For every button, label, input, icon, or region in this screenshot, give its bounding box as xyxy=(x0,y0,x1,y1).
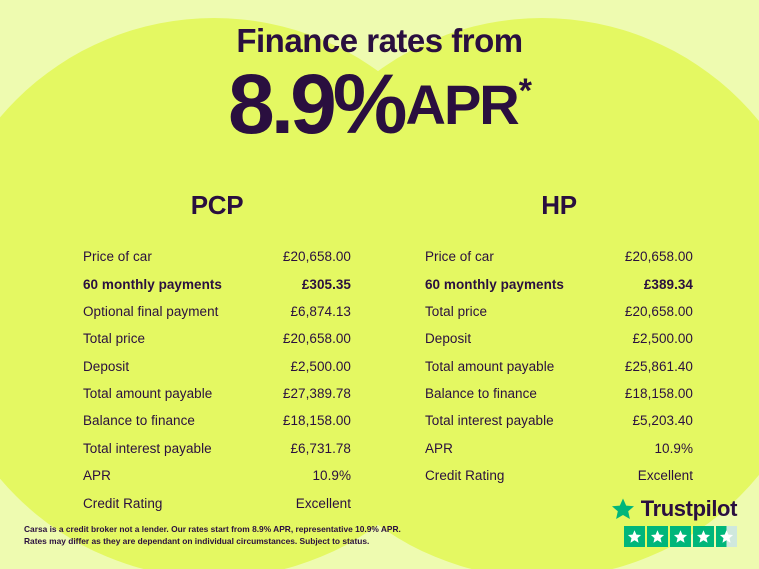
row-label: Total price xyxy=(425,303,488,319)
row-label: Balance to finance xyxy=(425,386,537,402)
row-value: £2,500.00 xyxy=(290,358,351,374)
star-icon xyxy=(670,526,691,547)
row-value: Excellent xyxy=(295,495,351,511)
rate-value: 8.9% xyxy=(228,57,404,151)
rate-unit: APR xyxy=(405,72,518,136)
table-row xyxy=(425,380,693,407)
row-label: Balance to finance xyxy=(83,413,195,429)
star-icon xyxy=(624,526,645,547)
trustpilot-wordmark: Trustpilot xyxy=(640,496,737,521)
legal-line-1: Carsa is a credit broker not a lender. Our rates start from 8.9% APR, representative 10.9% APR. xyxy=(24,523,401,534)
row-value: 10.9% xyxy=(654,440,693,456)
row-label: Credit Rating xyxy=(83,495,163,511)
table-row xyxy=(83,380,351,407)
row-label: Optional final payment xyxy=(83,303,219,319)
row-label: 60 monthly payments xyxy=(83,276,222,292)
row-value: £18,158.00 xyxy=(624,386,693,402)
table-row xyxy=(425,325,693,352)
star-icon xyxy=(647,526,668,547)
row-value: £27,389.78 xyxy=(282,386,351,402)
table-row xyxy=(425,270,693,297)
row-value: Excellent xyxy=(637,468,693,484)
row-label: Deposit xyxy=(83,358,130,374)
row-value: £6,874.13 xyxy=(290,303,351,319)
table-row xyxy=(425,298,693,325)
row-label: Total amount payable xyxy=(425,358,555,374)
star-icon xyxy=(693,526,714,547)
row-label: Price of car xyxy=(425,249,494,265)
row-label: Total interest payable xyxy=(83,440,212,456)
rate-headline xyxy=(0,57,759,151)
table-title-pcp: PCP xyxy=(190,190,244,220)
star-half-icon xyxy=(716,526,737,547)
finance-table-hp xyxy=(425,190,693,489)
table-row xyxy=(425,243,693,270)
row-label: Credit Rating xyxy=(425,468,505,484)
row-label: Total price xyxy=(83,331,146,347)
table-row xyxy=(425,462,693,489)
row-label: Total interest payable xyxy=(425,413,554,429)
row-value: £20,658.00 xyxy=(282,249,351,265)
legal-disclaimer xyxy=(24,523,424,547)
row-label: APR xyxy=(83,468,111,484)
table-row xyxy=(83,489,351,516)
table-row xyxy=(83,435,351,462)
row-label: Deposit xyxy=(425,331,472,347)
row-label: APR xyxy=(425,440,453,456)
page-title: Finance rates from xyxy=(236,22,523,59)
table-row xyxy=(425,407,693,434)
table-row xyxy=(83,270,351,297)
trustpilot-stars xyxy=(611,526,737,547)
row-value: £5,203.40 xyxy=(632,413,693,429)
table-row xyxy=(83,325,351,352)
row-label: 60 monthly payments xyxy=(425,276,564,292)
rate-asterisk: * xyxy=(518,72,532,110)
row-value: £389.34 xyxy=(643,276,693,292)
table-row xyxy=(83,407,351,434)
row-value: £6,731.78 xyxy=(290,440,351,456)
table-row xyxy=(83,353,351,380)
trustpilot-star-icon xyxy=(611,497,635,521)
row-label: Price of car xyxy=(83,249,152,265)
row-label: Total amount payable xyxy=(83,386,213,402)
table-row xyxy=(83,298,351,325)
table-row xyxy=(425,435,693,462)
row-value: £18,158.00 xyxy=(282,413,351,429)
row-value: 10.9% xyxy=(312,468,351,484)
row-value: £2,500.00 xyxy=(632,331,693,347)
row-value: £20,658.00 xyxy=(282,331,351,347)
table-title-hp: HP xyxy=(541,190,577,220)
table-row xyxy=(425,353,693,380)
legal-line-2: Rates may differ as they are dependant on individual circumstances. Subject to status. xyxy=(24,535,370,546)
row-value: £305.35 xyxy=(301,276,351,292)
table-row xyxy=(83,243,351,270)
row-value: £20,658.00 xyxy=(624,303,693,319)
row-value: £20,658.00 xyxy=(624,249,693,265)
finance-table-pcp xyxy=(83,190,351,517)
trustpilot-logo xyxy=(611,496,737,522)
table-row xyxy=(83,462,351,489)
row-value: £25,861.40 xyxy=(624,358,693,374)
trustpilot-rating[interactable] xyxy=(611,496,737,547)
